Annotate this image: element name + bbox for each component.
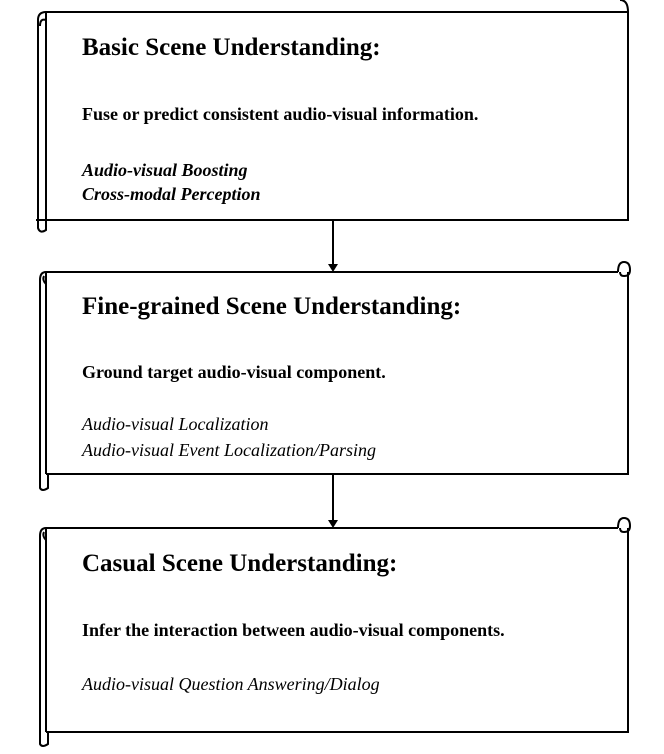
stage-2-title: Fine-grained Scene Understanding: (82, 293, 462, 320)
stage-1-task-1: Audio-visual Boosting (82, 160, 248, 180)
stage-1-task-2: Cross-modal Perception (82, 184, 261, 204)
stage-1-description: Fuse or predict consistent audio-visual information. (82, 104, 479, 124)
arrow-2 (328, 474, 338, 528)
stage-2-description: Ground target audio-visual component. (82, 362, 386, 382)
arrow-1 (328, 220, 338, 272)
stage-2-task-1: Audio-visual Localization (82, 414, 269, 434)
stage-2-task-2: Audio-visual Event Localization/Parsing (82, 440, 376, 460)
stage-1-title: Basic Scene Understanding: (82, 34, 381, 61)
stage-3-description: Infer the interaction between audio-visual components. (82, 620, 505, 640)
stage-3-title: Casual Scene Understanding: (82, 550, 398, 577)
stage-3-task-1: Audio-visual Question Answering/Dialog (82, 674, 380, 694)
